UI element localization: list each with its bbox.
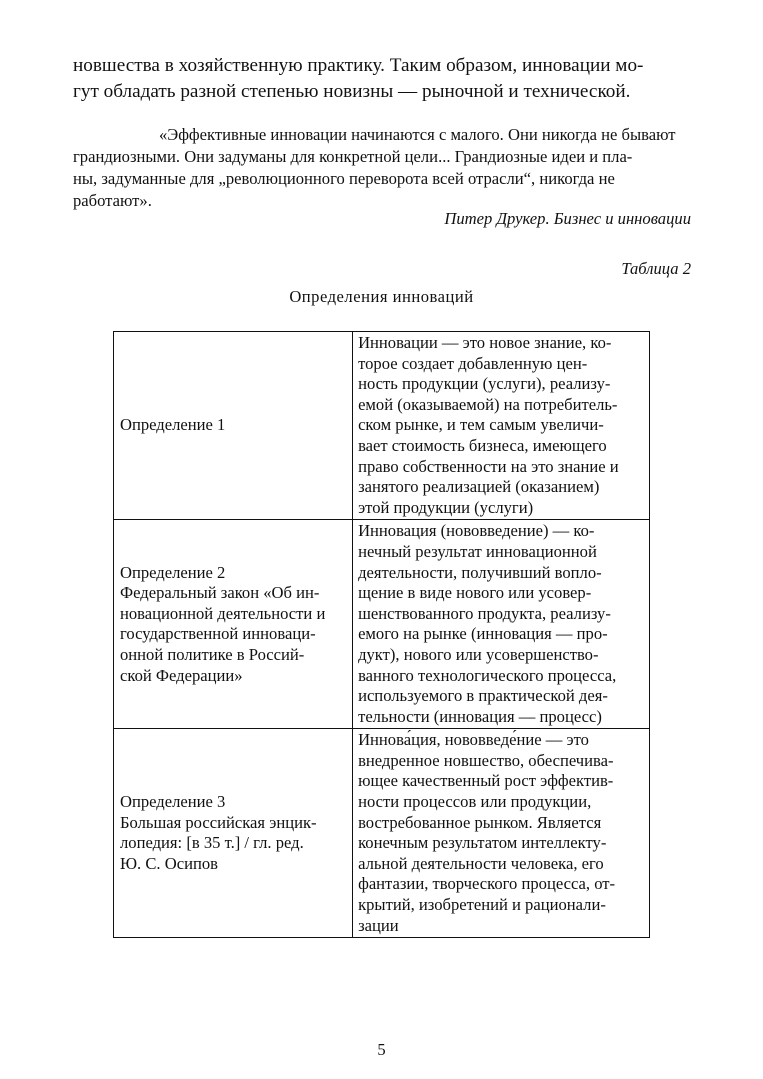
table-row	[114, 729, 650, 938]
page-number: 5	[377, 1040, 386, 1059]
table-label: Таблица 2	[621, 259, 691, 278]
definition-text-cell: Инновация (нововведение) — ко- нечный результат инновационной деятельности, получивший вопло- щение в виде нового или усовер- шенствованного продукта, реализу- емого на рынке (инновация — про- дукт), нового или усовершенство- ванного технологического процесса, используемого в практической дея- тельности (инновация — процесс)	[353, 520, 650, 729]
definition-source-cell: Определение 2 Федеральный закон «Об ин- новационной деятельности и государственной инноваци- онной политике в Россий- ской Федерации»	[114, 520, 353, 729]
quote-line-4: работают».	[73, 191, 152, 210]
quote-line-1: «Эффективные инновации начинаются с малого. Они никогда не бывают	[159, 125, 676, 144]
intro-line-2: гут обладать разной степенью новизны — рыночной и технической.	[73, 81, 631, 102]
intro-paragraph	[73, 53, 691, 105]
table-title: Определения инноваций	[289, 287, 474, 306]
quote-line-3: ны, задуманные для „революционного переворота всей отрасли“, никогда не	[73, 169, 615, 188]
table-row	[114, 520, 650, 729]
quote-attribution: Питер Друкер. Бизнес и инновации	[444, 209, 691, 228]
definitions-table	[113, 331, 650, 938]
table-row	[114, 332, 650, 520]
definition-source-cell: Определение 3 Большая российская энцик- лопедия: [в 35 т.] / гл. ред. Ю. С. Осипов	[114, 729, 353, 938]
definition-text-cell: Инновации — это новое знание, ко- торое создает добавленную цен- ность продукции (услуги), реализу- емой (оказываемой) на потребитель- ском рынке, и тем самым увеличи- вает стоимость бизнеса, имеющего право собственности на это знание и занятого реализацией (оказанием) этой продукции (услуги)	[353, 332, 650, 520]
epigraph-quote	[73, 124, 691, 212]
definition-source-cell: Определение 1	[114, 332, 353, 520]
intro-line-1: новшества в хозяйственную практику. Таким образом, инновации мо-	[73, 55, 644, 76]
definition-text-cell: Иннова́ция, нововведе́ние — это внедренное новшество, обеспечива- ющее качественный рост эффектив- ности процессов или продукции, востребованное рынком. Является конечным результатом интеллекту- альной деятельности человека, его фантазии, творческого процесса, от- крытий, изобретений и рационали- зации	[353, 729, 650, 938]
quote-line-2: грандиозными. Они задуманы для конкретной цели... Грандиозные идеи и пла-	[73, 147, 633, 166]
